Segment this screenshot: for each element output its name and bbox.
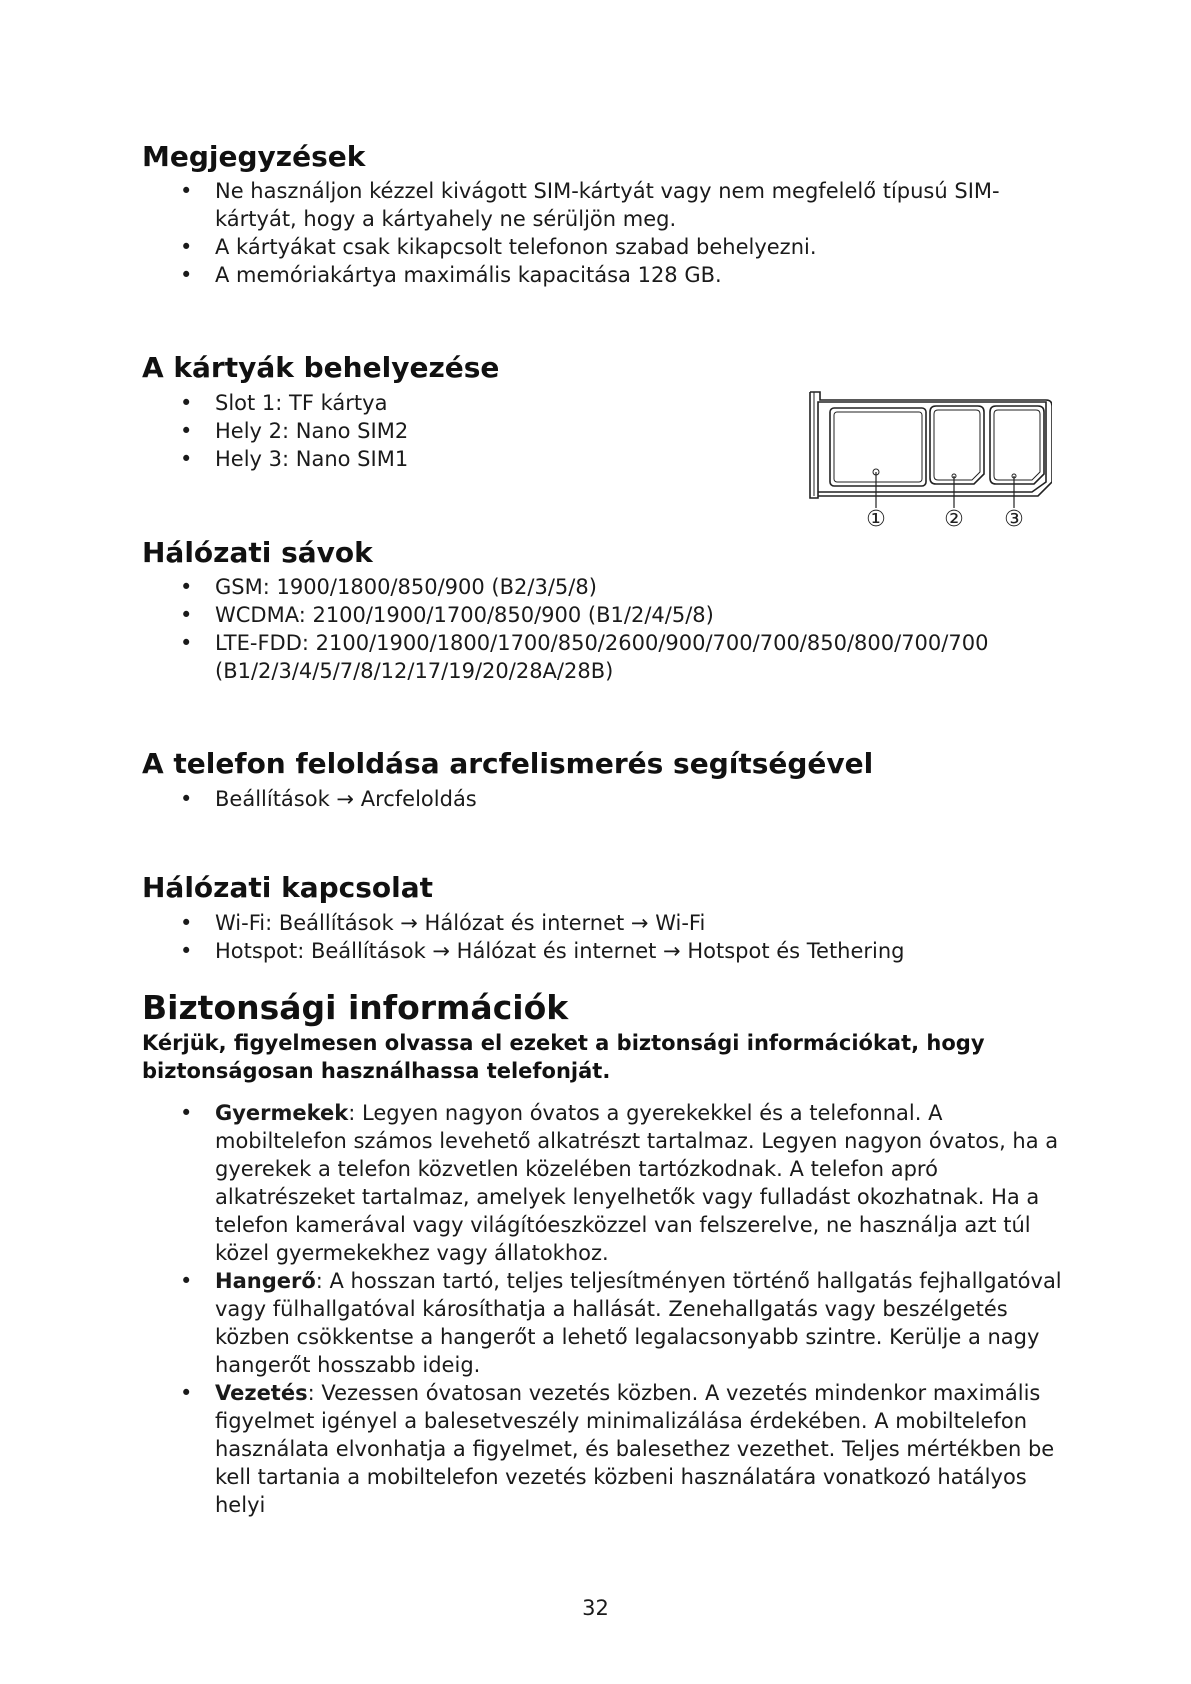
list-item xyxy=(142,1267,1067,1379)
bullet: • xyxy=(180,575,193,599)
bullet: • xyxy=(180,447,193,471)
bullet: • xyxy=(180,1381,193,1405)
list-item-text: A memóriakártya maximális kapacitása 128 GB. xyxy=(215,263,722,287)
list-item-text: LTE-FDD: 2100/1900/1800/1700/850/2600/900/700/700/850/800/700/700 xyxy=(215,631,989,655)
notes-list xyxy=(142,177,1062,289)
bullet: • xyxy=(180,419,193,443)
safety-text: : Legyen nagyon óvatos a gyerekekkel és a telefonnal. A mobiltelefon számos levehető alkatrészt tartalmaz. Legyen nagyon óvatos, ha a gyerekek a telefon közvetlen közelében tartózkodnak. A telefon apró alkatrészeket tartalmaz, amelyek lenyelhetők vagy fulladást okozhatnak. Ha a telefon kamerával vagy világítóeszközzel van felszerelve, ne használja azt túl közel gyermekekhez vagy állatokhoz. xyxy=(215,1101,1059,1265)
tray-label-3: ③ xyxy=(1004,507,1024,530)
list-item-text: GSM: 1900/1800/850/900 (B2/3/5/8) xyxy=(215,575,597,599)
safety-list xyxy=(142,1099,1067,1519)
bullet: • xyxy=(180,911,193,935)
safety-text: : Vezessen óvatosan vezetés közben. A vezetés mindenkor maximális figyelmet igényel a balesetveszély minimalizálása érdekében. A mobiltelefon használata elvonhatja a figyelmet, és balesethez vezethet. Teljes mértékben be kell tartania a mobiltelefon vezetés közbeni használatára vonatkozó hatályos helyi xyxy=(215,1381,1055,1517)
bullet: • xyxy=(180,391,193,415)
bullet: • xyxy=(180,603,193,627)
list-item xyxy=(142,233,1062,261)
bands-heading: Hálózati sávok xyxy=(142,536,373,569)
page-number: 32 xyxy=(582,1596,609,1620)
bullet: • xyxy=(180,179,193,203)
safety-term: Gyermekek xyxy=(215,1101,349,1125)
list-item-text: Hely 2: Nano SIM2 xyxy=(215,419,409,443)
list-item-text: (B1/2/3/4/5/7/8/12/17/19/20/28A/28B) xyxy=(215,659,614,683)
face-unlock-list xyxy=(142,785,1062,813)
list-item xyxy=(142,573,1062,601)
list-item xyxy=(142,1379,1067,1519)
list-item xyxy=(142,909,1062,937)
bullet: • xyxy=(180,263,193,287)
list-item-text: Wi-Fi: Beállítások → Hálózat és internet → Wi-Fi xyxy=(215,911,706,935)
network-list xyxy=(142,909,1062,965)
list-item-text: Ne használjon kézzel kivágott SIM-kártyát vagy nem megfelelő típusú SIM-kártyát, hogy a kártyahely ne sérüljön meg. xyxy=(215,179,1000,231)
safety-text: : A hosszan tartó, teljes teljesítményen történő hallgatás fejhallgatóval vagy fülhallgatóval károsíthatja a hallását. Zenehallgatás vagy beszélgetés közben csökkentse a hangerőt a lehető legalacsonyabb szintre. Kerülje a nagy hangerőt hosszabb ideig. xyxy=(215,1269,1062,1377)
safety-intro: Kérjük, figyelmesen olvassa el ezeket a biztonsági információkat, hogy biztonságosan használhassa telefonját. xyxy=(142,1031,985,1083)
cards-heading: A kártyák behelyezése xyxy=(142,351,500,384)
list-item-text: A kártyákat csak kikapcsolt telefonon szabad behelyezni. xyxy=(215,235,817,259)
sim-tray-illustration xyxy=(806,390,1052,530)
list-item-text: Hely 3: Nano SIM1 xyxy=(215,447,409,471)
list-item-text: WCDMA: 2100/1900/1700/850/900 (B1/2/4/5/8) xyxy=(215,603,714,627)
notes-heading: Megjegyzések xyxy=(142,140,366,173)
safety-term: Vezetés xyxy=(215,1381,308,1405)
list-item xyxy=(142,601,1062,629)
face-unlock-heading: A telefon feloldása arcfelismerés segítségével xyxy=(142,747,874,780)
bullet: • xyxy=(180,235,193,259)
bullet: • xyxy=(180,1269,193,1293)
list-item xyxy=(142,1099,1067,1267)
list-item xyxy=(142,261,1062,289)
bands-list xyxy=(142,573,1062,685)
bullet: • xyxy=(180,787,193,811)
list-item-text: Beállítások → Arcfeloldás xyxy=(215,787,477,811)
tray-label-1: ① xyxy=(866,507,886,530)
list-item xyxy=(142,177,1062,233)
bullet: • xyxy=(180,631,193,655)
network-heading: Hálózati kapcsolat xyxy=(142,871,434,904)
tray-label-2: ② xyxy=(944,507,964,530)
list-item xyxy=(142,629,1062,685)
bullet: • xyxy=(180,1101,193,1125)
safety-heading: Biztonsági információk xyxy=(142,988,569,1027)
safety-term: Hangerő xyxy=(215,1269,316,1293)
list-item-text: Slot 1: TF kártya xyxy=(215,391,388,415)
bullet: • xyxy=(180,939,193,963)
list-item xyxy=(142,785,1062,813)
list-item-text: Hotspot: Beállítások → Hálózat és internet → Hotspot és Tethering xyxy=(215,939,905,963)
list-item xyxy=(142,937,1062,965)
